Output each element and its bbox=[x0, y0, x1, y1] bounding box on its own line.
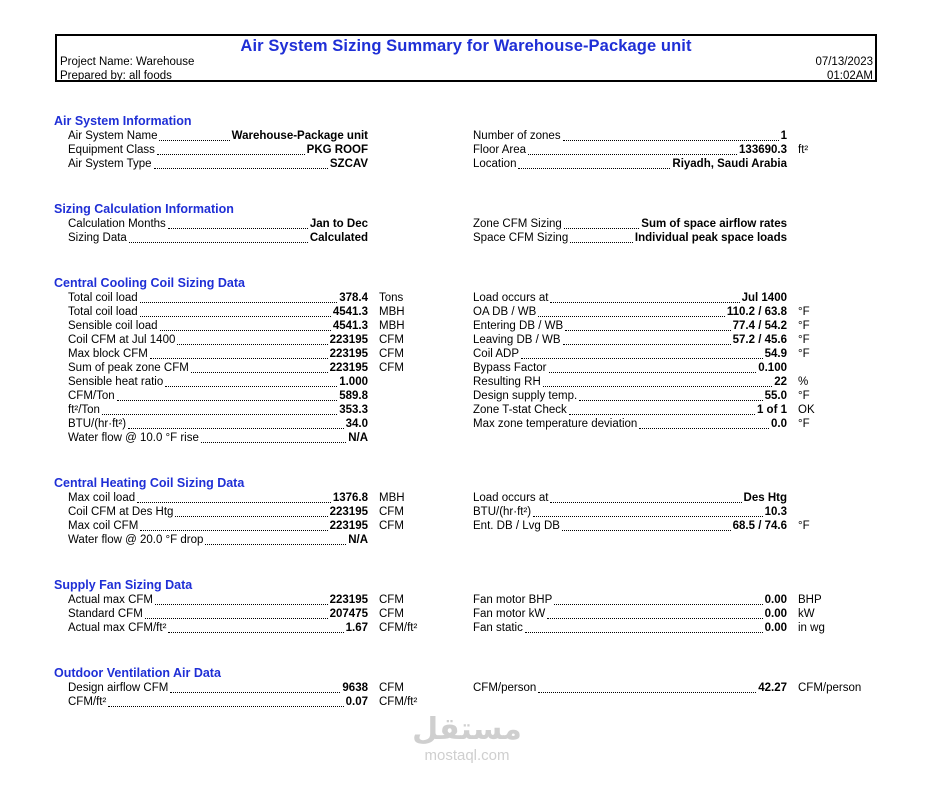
dotted-leader bbox=[565, 321, 731, 331]
row-label: Bypass Factor bbox=[473, 362, 547, 374]
data-row bbox=[473, 491, 787, 505]
row-value: 4541.3 bbox=[332, 306, 368, 318]
row-unit: CFM/ft² bbox=[379, 696, 418, 708]
row-value: N/A bbox=[348, 534, 368, 546]
row-value: Riyadh, Saudi Arabia bbox=[672, 158, 787, 170]
section-title-cooling: Central Cooling Coil Sizing Data bbox=[54, 276, 245, 290]
data-row bbox=[473, 129, 787, 143]
row-value: 77.4 / 54.2 bbox=[732, 320, 787, 332]
row-value: 9638 bbox=[342, 682, 368, 694]
dotted-leader bbox=[170, 683, 340, 693]
row-label: Design airflow CFM bbox=[68, 682, 169, 694]
data-row bbox=[68, 431, 368, 445]
row-label: OA DB / WB bbox=[473, 306, 537, 318]
row-value: 223195 bbox=[329, 594, 368, 606]
row-unit: in wg bbox=[798, 622, 825, 634]
row-label: CFM/Ton bbox=[68, 390, 115, 402]
row-label: Max coil load bbox=[68, 492, 136, 504]
row-label: CFM/person bbox=[473, 682, 537, 694]
data-row bbox=[68, 505, 368, 519]
row-value: 207475 bbox=[329, 608, 368, 620]
watermark-arabic: مستقل bbox=[412, 712, 522, 747]
dotted-leader bbox=[205, 535, 346, 545]
dotted-leader bbox=[554, 595, 762, 605]
row-unit: MBH bbox=[379, 306, 405, 318]
row-label: Actual max CFM bbox=[68, 594, 153, 606]
dotted-leader bbox=[547, 609, 762, 619]
data-row bbox=[473, 593, 787, 607]
dotted-leader bbox=[160, 321, 331, 331]
project-name: Project Name: Warehouse bbox=[60, 56, 195, 68]
dotted-leader bbox=[108, 697, 343, 707]
row-value: Sum of space airflow rates bbox=[641, 218, 787, 230]
dotted-leader bbox=[543, 377, 772, 387]
row-value: 223195 bbox=[329, 362, 368, 374]
data-row bbox=[68, 361, 368, 375]
dotted-leader bbox=[165, 377, 337, 387]
row-unit: °F bbox=[798, 334, 810, 346]
row-value: 22 bbox=[774, 376, 787, 388]
row-unit: CFM bbox=[379, 362, 404, 374]
row-label: BTU/(hr·ft²) bbox=[473, 506, 532, 518]
row-label: Fan motor BHP bbox=[473, 594, 553, 606]
data-row bbox=[473, 375, 787, 389]
data-row bbox=[68, 533, 368, 547]
dotted-leader bbox=[538, 307, 725, 317]
row-unit: MBH bbox=[379, 320, 405, 332]
data-row bbox=[68, 621, 368, 635]
dotted-leader bbox=[140, 307, 331, 317]
row-label: Fan motor kW bbox=[473, 608, 546, 620]
row-unit: ft² bbox=[798, 144, 809, 156]
section-title-air-system: Air System Information bbox=[54, 114, 192, 128]
row-unit: CFM bbox=[379, 594, 404, 606]
row-value: 223195 bbox=[329, 348, 368, 360]
row-label: Coil ADP bbox=[473, 348, 520, 360]
row-unit: CFM bbox=[379, 520, 404, 532]
row-value: 110.2 / 63.8 bbox=[726, 306, 787, 318]
data-row bbox=[68, 347, 368, 361]
row-label: Zone T-stat Check bbox=[473, 404, 567, 416]
dotted-leader bbox=[562, 521, 731, 531]
dotted-leader bbox=[550, 493, 741, 503]
dotted-leader bbox=[563, 131, 779, 141]
data-row bbox=[473, 157, 787, 171]
row-label: Actual max CFM/ft² bbox=[68, 622, 167, 634]
dotted-leader bbox=[140, 293, 338, 303]
dotted-leader bbox=[154, 159, 328, 169]
row-value: Warehouse-Package unit bbox=[231, 130, 368, 142]
data-row bbox=[68, 417, 368, 431]
dotted-leader bbox=[569, 405, 755, 415]
dotted-leader bbox=[128, 419, 343, 429]
row-value: 589.8 bbox=[339, 390, 368, 402]
row-value: 133690.3 bbox=[739, 144, 787, 156]
row-unit: CFM bbox=[379, 682, 404, 694]
dotted-leader bbox=[168, 623, 343, 633]
data-row bbox=[473, 347, 787, 361]
data-row bbox=[68, 333, 368, 347]
data-row bbox=[68, 231, 368, 245]
row-label: Total coil load bbox=[68, 292, 138, 304]
row-value: 54.9 bbox=[764, 348, 787, 360]
row-value: 0.00 bbox=[764, 594, 787, 606]
dotted-leader bbox=[525, 623, 763, 633]
data-row bbox=[473, 621, 787, 635]
row-unit: °F bbox=[798, 418, 810, 430]
report-time: 01:02AM bbox=[826, 70, 873, 82]
row-unit: CFM bbox=[379, 506, 404, 518]
row-unit: CFM/person bbox=[798, 682, 862, 694]
row-unit: OK bbox=[798, 404, 815, 416]
row-label: Coil CFM at Jul 1400 bbox=[68, 334, 176, 346]
row-value: Jan to Dec bbox=[309, 218, 368, 230]
row-value: Des Htg bbox=[743, 492, 787, 504]
row-value: 57.2 / 45.6 bbox=[732, 334, 787, 346]
row-label: Standard CFM bbox=[68, 608, 143, 620]
data-row bbox=[68, 681, 368, 695]
row-unit: °F bbox=[798, 320, 810, 332]
data-row bbox=[68, 607, 368, 621]
row-value: 68.5 / 74.6 bbox=[732, 520, 787, 532]
dotted-leader bbox=[117, 391, 338, 401]
row-label: Fan static bbox=[473, 622, 523, 634]
row-value: 42.27 bbox=[758, 682, 787, 694]
dotted-leader bbox=[175, 507, 327, 517]
row-label: Coil CFM at Des Htg bbox=[68, 506, 174, 518]
prepared-by: Prepared by: all foods bbox=[60, 70, 172, 82]
dotted-leader bbox=[549, 363, 757, 373]
dotted-leader bbox=[538, 683, 756, 693]
data-row bbox=[473, 305, 787, 319]
section-title-ventilation: Outdoor Ventilation Air Data bbox=[54, 666, 221, 680]
row-value: 1376.8 bbox=[332, 492, 368, 504]
row-unit: °F bbox=[798, 306, 810, 318]
data-row bbox=[473, 291, 787, 305]
row-unit: Tons bbox=[379, 292, 404, 304]
row-unit: CFM bbox=[379, 334, 404, 346]
dotted-leader bbox=[168, 219, 308, 229]
row-value: 0.00 bbox=[764, 608, 787, 620]
row-value: 0.0 bbox=[771, 418, 787, 430]
row-unit: CFM/ft² bbox=[379, 622, 418, 634]
row-label: Sum of peak zone CFM bbox=[68, 362, 189, 374]
dotted-leader bbox=[533, 507, 762, 517]
dotted-leader bbox=[155, 595, 328, 605]
data-row bbox=[473, 417, 787, 431]
dotted-leader bbox=[145, 609, 328, 619]
dotted-leader bbox=[570, 233, 633, 243]
data-row bbox=[473, 217, 787, 231]
data-row bbox=[68, 389, 368, 403]
row-label: Floor Area bbox=[473, 144, 527, 156]
row-label: Design supply temp. bbox=[473, 390, 578, 402]
data-row bbox=[473, 143, 787, 157]
dotted-leader bbox=[102, 405, 337, 415]
row-unit: MBH bbox=[379, 492, 405, 504]
report-date: 07/13/2023 bbox=[815, 56, 873, 68]
row-label: Sensible coil load bbox=[68, 320, 158, 332]
dotted-leader bbox=[137, 493, 331, 503]
row-value: 10.3 bbox=[764, 506, 787, 518]
data-row bbox=[473, 333, 787, 347]
row-label: CFM/ft² bbox=[68, 696, 107, 708]
row-label: Entering DB / WB bbox=[473, 320, 564, 332]
dotted-leader bbox=[140, 521, 327, 531]
row-value: 1 bbox=[780, 130, 787, 142]
dotted-leader bbox=[191, 363, 328, 373]
data-row bbox=[68, 291, 368, 305]
data-row bbox=[68, 519, 368, 533]
row-label: Ent. DB / Lvg DB bbox=[473, 520, 560, 532]
row-label: Max coil CFM bbox=[68, 520, 139, 532]
dotted-leader bbox=[159, 131, 229, 141]
data-row bbox=[68, 491, 368, 505]
section-title-heating: Central Heating Coil Sizing Data bbox=[54, 476, 245, 490]
dotted-leader bbox=[563, 335, 731, 345]
row-value: N/A bbox=[348, 432, 368, 444]
row-value: 223195 bbox=[329, 520, 368, 532]
row-label: Load occurs at bbox=[473, 292, 549, 304]
row-label: Water flow @ 20.0 °F drop bbox=[68, 534, 204, 546]
row-value: 0.07 bbox=[345, 696, 368, 708]
row-label: BTU/(hr·ft²) bbox=[68, 418, 127, 430]
report-header bbox=[55, 34, 877, 82]
dotted-leader bbox=[579, 391, 762, 401]
row-label: Equipment Class bbox=[68, 144, 155, 156]
watermark-logo bbox=[408, 713, 526, 773]
data-row bbox=[473, 231, 787, 245]
row-value: 378.4 bbox=[339, 292, 368, 304]
row-value: 1.67 bbox=[345, 622, 368, 634]
row-unit: °F bbox=[798, 390, 810, 402]
data-row bbox=[68, 593, 368, 607]
row-label: Water flow @ 10.0 °F rise bbox=[68, 432, 199, 444]
data-row bbox=[473, 403, 787, 417]
dotted-leader bbox=[177, 335, 327, 345]
row-unit: °F bbox=[798, 348, 810, 360]
data-row bbox=[68, 695, 368, 709]
row-unit: °F bbox=[798, 520, 810, 532]
row-label: Air System Name bbox=[68, 130, 158, 142]
row-label: ft²/Ton bbox=[68, 404, 100, 416]
row-value: 223195 bbox=[329, 506, 368, 518]
dotted-leader bbox=[150, 349, 328, 359]
row-label: Space CFM Sizing bbox=[473, 232, 569, 244]
dotted-leader bbox=[129, 233, 308, 243]
row-unit: CFM bbox=[379, 608, 404, 620]
row-label: Calculation Months bbox=[68, 218, 166, 230]
row-value: 0.00 bbox=[764, 622, 787, 634]
row-label: Sensible heat ratio bbox=[68, 376, 164, 388]
watermark-latin: mostaql.com bbox=[424, 747, 510, 764]
data-row bbox=[68, 403, 368, 417]
dotted-leader bbox=[564, 219, 639, 229]
row-unit: BHP bbox=[798, 594, 822, 606]
row-unit: CFM bbox=[379, 348, 404, 360]
row-value: Individual peak space loads bbox=[634, 232, 787, 244]
row-value: 353.3 bbox=[339, 404, 368, 416]
data-row bbox=[473, 361, 787, 375]
report-title: Air System Sizing Summary for Warehouse-Package unit bbox=[240, 37, 692, 55]
row-value: 55.0 bbox=[764, 390, 787, 402]
dotted-leader bbox=[639, 419, 769, 429]
row-label: Air System Type bbox=[68, 158, 152, 170]
data-row bbox=[473, 681, 787, 695]
row-label: Total coil load bbox=[68, 306, 138, 318]
row-value: Jul 1400 bbox=[741, 292, 787, 304]
row-value: 0.100 bbox=[758, 362, 787, 374]
row-value: PKG ROOF bbox=[306, 144, 368, 156]
dotted-leader bbox=[157, 145, 305, 155]
row-label: Leaving DB / WB bbox=[473, 334, 561, 346]
dotted-leader bbox=[528, 145, 737, 155]
row-label: Number of zones bbox=[473, 130, 561, 142]
row-label: Resulting RH bbox=[473, 376, 541, 388]
data-row bbox=[68, 129, 368, 143]
row-value: 34.0 bbox=[345, 418, 368, 430]
data-row bbox=[68, 217, 368, 231]
row-unit: kW bbox=[798, 608, 815, 620]
row-label: Location bbox=[473, 158, 517, 170]
row-unit: % bbox=[798, 376, 809, 388]
dotted-leader bbox=[518, 159, 670, 169]
data-row bbox=[473, 519, 787, 533]
data-row bbox=[473, 607, 787, 621]
row-value: 1.000 bbox=[339, 376, 368, 388]
row-value: 223195 bbox=[329, 334, 368, 346]
row-label: Zone CFM Sizing bbox=[473, 218, 562, 230]
data-row bbox=[68, 305, 368, 319]
row-value: SZCAV bbox=[329, 158, 368, 170]
section-title-fan: Supply Fan Sizing Data bbox=[54, 578, 193, 592]
row-label: Load occurs at bbox=[473, 492, 549, 504]
data-row bbox=[68, 157, 368, 171]
row-label: Sizing Data bbox=[68, 232, 127, 244]
data-row bbox=[473, 319, 787, 333]
dotted-leader bbox=[521, 349, 763, 359]
data-row bbox=[473, 389, 787, 403]
section-title-sizing-calc: Sizing Calculation Information bbox=[54, 202, 234, 216]
dotted-leader bbox=[201, 433, 346, 443]
data-row bbox=[473, 505, 787, 519]
row-label: Max zone temperature deviation bbox=[473, 418, 638, 430]
data-row bbox=[68, 375, 368, 389]
data-row bbox=[68, 319, 368, 333]
row-label: Max block CFM bbox=[68, 348, 148, 360]
row-value: 4541.3 bbox=[332, 320, 368, 332]
row-value: 1 of 1 bbox=[756, 404, 787, 416]
row-value: Calculated bbox=[309, 232, 368, 244]
data-row bbox=[68, 143, 368, 157]
dotted-leader bbox=[550, 293, 739, 303]
